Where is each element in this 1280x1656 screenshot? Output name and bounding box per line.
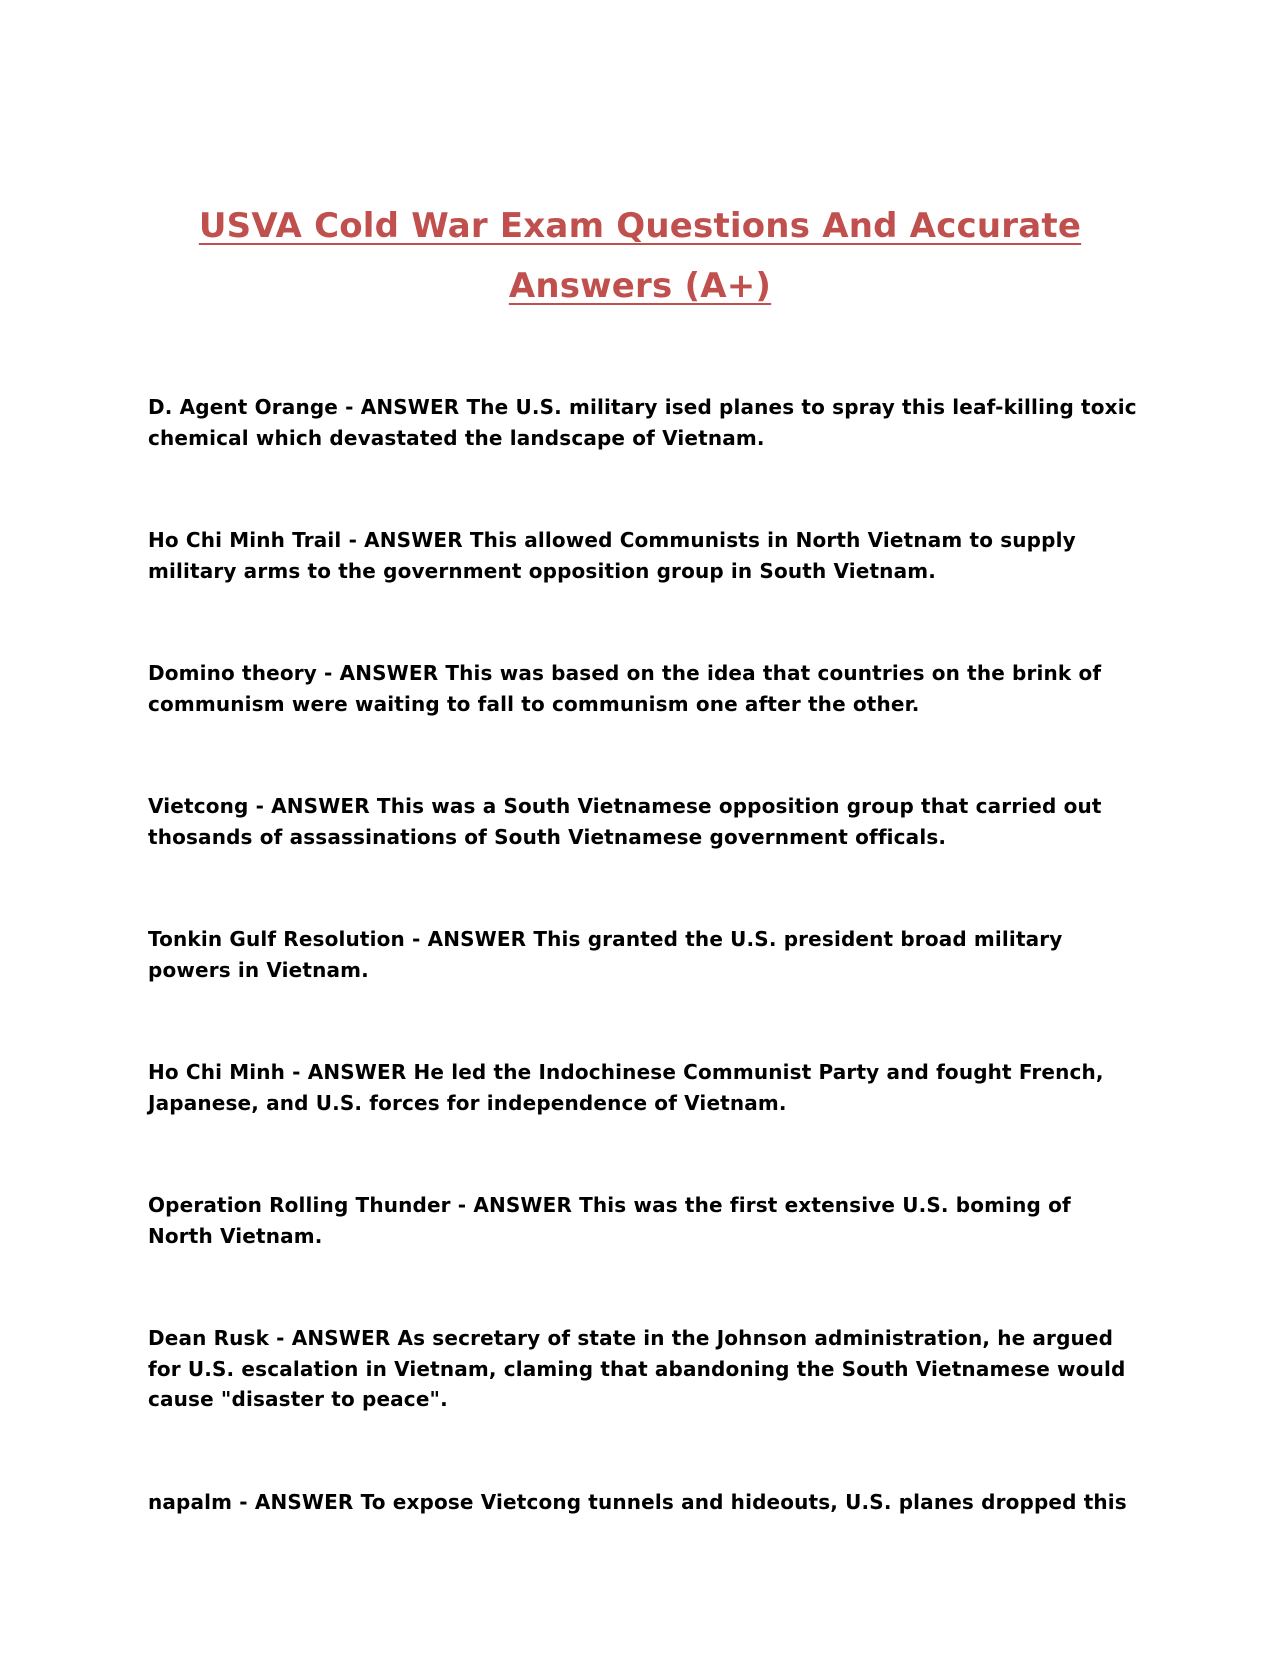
qa-entry: [148, 658, 1138, 719]
qa-answer: This was based on the idea that countries on the brink of communism were waiting to fall to communism one after the other.: [148, 661, 1102, 716]
answer-separator: - ANSWER: [341, 528, 470, 552]
qa-entry: [148, 392, 1138, 453]
answer-separator: - ANSWER: [338, 395, 467, 419]
qa-term: Vietcong: [148, 794, 249, 818]
qa-answer: This granted the U.S. president broad military powers in Vietnam.: [148, 927, 1063, 982]
qa-entry: [148, 1190, 1138, 1251]
qa-term: Dean Rusk: [148, 1326, 270, 1350]
answer-separator: - ANSWER: [285, 1060, 414, 1084]
qa-term: Domino theory: [148, 661, 317, 685]
document-title: USVA Cold War Exam Questions And Accurate Answers (A+): [198, 206, 1082, 306]
answer-separator: - ANSWER: [269, 1326, 398, 1350]
qa-answer: This was a South Vietnamese opposition group that carried out thosands of assassinations of South Vietnamese government officals.: [148, 794, 1102, 849]
qa-answer: This allowed Communists in North Vietnam to supply military arms to the government opposition group in South Vietnam.: [148, 528, 1076, 583]
qa-entry: [148, 1323, 1138, 1415]
qa-answer: This was the first extensive U.S. boming of North Vietnam.: [148, 1193, 1071, 1248]
qa-answer: He led the Indochinese Communist Party and fought French, Japanese, and U.S. forces for independence of Vietnam.: [148, 1060, 1104, 1115]
answer-separator: - ANSWER: [232, 1489, 361, 1514]
qa-term: napalm: [148, 1489, 233, 1514]
qa-answer: As secretary of state in the Johnson administration, he argued for U.S. escalation in Vietnam, claming that abandoning the South Vietnamese would cause "disaster to peace".: [148, 1326, 1126, 1411]
qa-answer: The U.S. military ised planes to spray this leaf-killing toxic chemical which devastated the landscape of Vietnam.: [148, 395, 1137, 450]
qa-entry: [148, 924, 1138, 985]
answer-separator: - ANSWER: [248, 794, 377, 818]
qa-term: D. Agent Orange: [148, 395, 339, 419]
qa-term: Operation Rolling Thunder: [148, 1193, 451, 1217]
answer-separator: - ANSWER: [450, 1193, 580, 1217]
qa-entry: [148, 1057, 1138, 1118]
qa-term: Tonkin Gulf Resolution: [148, 927, 405, 951]
answer-separator: - ANSWER: [404, 927, 534, 951]
qa-term: Ho Chi Minh: [148, 1060, 286, 1084]
qa-entry: [148, 525, 1138, 586]
answer-separator: - ANSWER: [316, 661, 446, 685]
qa-answer: To expose Vietcong tunnels and hideouts, U.S. planes dropped this: [360, 1489, 1127, 1514]
qa-entry: [148, 791, 1138, 852]
qa-list: [148, 392, 1138, 1589]
qa-term: Ho Chi Minh Trail: [148, 528, 342, 552]
qa-entry: [148, 1487, 1138, 1518]
